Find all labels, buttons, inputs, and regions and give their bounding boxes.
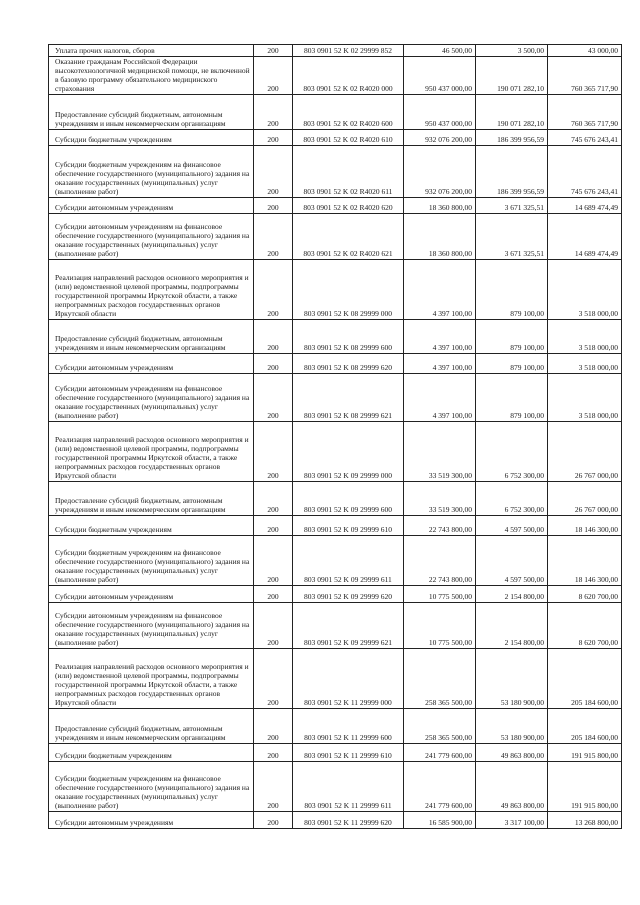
row-remaining-amount-cell: 191 915 800,00 [548,744,622,762]
row-approved-amount-cell: 950 437 000,00 [404,95,476,130]
row-name-cell: Субсидии автономным учреждениям [49,586,254,603]
row-code-cell: 200 [254,536,293,586]
row-executed-amount-cell: 3 317 100,00 [476,812,548,829]
row-approved-amount-cell: 18 360 800,00 [404,214,476,260]
row-kbk-cell: 803 0901 52 K 02 R4020 621 [293,214,404,260]
table-row [49,709,622,744]
row-kbk-cell: 803 0901 52 K 09 29999 610 [293,516,404,536]
row-name-cell: Субсидии автономным учреждениям на финансовое обеспечение государственного (муниципального) задания на оказание государственных (муниципальных) услуг (выполнение работ) [49,374,254,422]
row-code-cell: 200 [254,422,293,482]
table-row [49,260,622,320]
row-remaining-amount-cell: 3 518 000,00 [548,320,622,354]
row-executed-amount-cell: 879 100,00 [476,320,548,354]
row-kbk-cell: 803 0901 52 K 09 29999 621 [293,603,404,649]
row-remaining-amount-cell: 191 915 800,00 [548,762,622,812]
row-remaining-amount-cell: 14 689 474,49 [548,214,622,260]
row-name-cell: Субсидии бюджетным учреждениям [49,130,254,146]
row-executed-amount-cell: 4 597 500,00 [476,516,548,536]
row-executed-amount-cell: 6 752 300,00 [476,482,548,516]
row-name-cell: Субсидии бюджетным учреждениям на финансовое обеспечение государственного (муниципального) задания на оказание государственных (муниципальных) услуг (выполнение работ) [49,536,254,586]
table-row [49,374,622,422]
row-executed-amount-cell: 2 154 800,00 [476,586,548,603]
row-code-cell: 200 [254,374,293,422]
row-remaining-amount-cell: 745 676 243,41 [548,146,622,198]
table-row [49,45,622,57]
table-row [49,649,622,709]
row-code-cell: 200 [254,812,293,829]
row-kbk-cell: 803 0901 52 K 09 29999 620 [293,586,404,603]
row-approved-amount-cell: 932 076 200,00 [404,146,476,198]
row-code-cell: 200 [254,57,293,95]
row-approved-amount-cell: 258 365 500,00 [404,709,476,744]
row-name-cell: Субсидии автономным учреждениям [49,198,254,214]
row-approved-amount-cell: 4 397 100,00 [404,320,476,354]
row-code-cell: 200 [254,214,293,260]
row-executed-amount-cell: 3 671 325,51 [476,214,548,260]
table-row [49,130,622,146]
row-approved-amount-cell: 4 397 100,00 [404,354,476,374]
row-name-cell: Реализация направлений расходов основного мероприятия и (или) ведомственной целевой программы, подпрограммы государственной программы Иркутской области, а также непрограммных расходов государственных органов Иркутской области [49,260,254,320]
row-remaining-amount-cell: 205 184 600,00 [548,709,622,744]
row-executed-amount-cell: 53 180 900,00 [476,709,548,744]
row-name-cell: Субсидии автономным учреждениям на финансовое обеспечение государственного (муниципального) задания на оказание государственных (муниципальных) услуг (выполнение работ) [49,603,254,649]
row-remaining-amount-cell: 8 620 700,00 [548,603,622,649]
row-executed-amount-cell: 3 671 325,51 [476,198,548,214]
row-approved-amount-cell: 16 585 900,00 [404,812,476,829]
row-approved-amount-cell: 950 437 000,00 [404,57,476,95]
table-row [49,762,622,812]
row-kbk-cell: 803 0901 52 K 09 29999 611 [293,536,404,586]
row-executed-amount-cell: 186 399 956,59 [476,130,548,146]
row-kbk-cell: 803 0901 52 K 08 29999 621 [293,374,404,422]
row-remaining-amount-cell: 43 000,00 [548,45,622,57]
row-executed-amount-cell: 3 500,00 [476,45,548,57]
row-remaining-amount-cell: 18 146 300,00 [548,516,622,536]
row-remaining-amount-cell: 14 689 474,49 [548,198,622,214]
row-executed-amount-cell: 190 071 282,10 [476,57,548,95]
row-executed-amount-cell: 190 071 282,10 [476,95,548,130]
row-remaining-amount-cell: 3 518 000,00 [548,374,622,422]
row-kbk-cell: 803 0901 52 K 11 29999 610 [293,744,404,762]
table-row [49,146,622,198]
table-row [49,214,622,260]
row-name-cell: Субсидии бюджетным учреждениям [49,516,254,536]
row-name-cell: Предоставление субсидий бюджетным, автономным учреждениям и иным некоммерческим организациям [49,320,254,354]
row-executed-amount-cell: 6 752 300,00 [476,422,548,482]
row-kbk-cell: 803 0901 52 K 08 29999 000 [293,260,404,320]
row-code-cell: 200 [254,744,293,762]
row-kbk-cell: 803 0901 52 K 08 29999 600 [293,320,404,354]
row-approved-amount-cell: 932 076 200,00 [404,130,476,146]
row-code-cell: 200 [254,146,293,198]
row-kbk-cell: 803 0901 52 K 11 29999 620 [293,812,404,829]
row-approved-amount-cell: 18 360 800,00 [404,198,476,214]
row-name-cell: Предоставление субсидий бюджетным, автономным учреждениям и иным некоммерческим организациям [49,95,254,130]
row-code-cell: 200 [254,482,293,516]
row-kbk-cell: 803 0901 52 K 02 R4020 620 [293,198,404,214]
table-row [49,57,622,95]
budget-page [48,44,618,829]
budget-table-body [49,45,622,829]
row-name-cell: Субсидии автономным учреждениям [49,812,254,829]
row-code-cell: 200 [254,516,293,536]
row-kbk-cell: 803 0901 52 K 11 29999 000 [293,649,404,709]
row-remaining-amount-cell: 26 767 000,00 [548,482,622,516]
row-remaining-amount-cell: 745 676 243,41 [548,130,622,146]
row-name-cell: Субсидии бюджетным учреждениям на финансовое обеспечение государственного (муниципального) задания на оказание государственных (муниципальных) услуг (выполнение работ) [49,762,254,812]
row-kbk-cell: 803 0901 52 K 02 29999 852 [293,45,404,57]
row-executed-amount-cell: 186 399 956,59 [476,146,548,198]
row-approved-amount-cell: 241 779 600,00 [404,744,476,762]
row-kbk-cell: 803 0901 52 K 09 29999 600 [293,482,404,516]
row-remaining-amount-cell: 760 365 717,90 [548,57,622,95]
row-name-cell: Субсидии бюджетным учреждениям на финансовое обеспечение государственного (муниципального) задания на оказание государственных (муниципальных) услуг (выполнение работ) [49,146,254,198]
row-remaining-amount-cell: 3 518 000,00 [548,354,622,374]
row-code-cell: 200 [254,260,293,320]
row-name-cell: Субсидии бюджетным учреждениям [49,744,254,762]
row-remaining-amount-cell: 8 620 700,00 [548,586,622,603]
row-approved-amount-cell: 241 779 600,00 [404,762,476,812]
row-code-cell: 200 [254,130,293,146]
table-row [49,198,622,214]
row-code-cell: 200 [254,198,293,214]
row-name-cell: Оказание гражданам Российской Федерации высокотехнологичной медицинской помощи, не включенной в базовую программу обязательного медицинского страхования [49,57,254,95]
table-row [49,354,622,374]
row-executed-amount-cell: 49 863 800,00 [476,744,548,762]
row-approved-amount-cell: 22 743 800,00 [404,516,476,536]
row-approved-amount-cell: 258 365 500,00 [404,649,476,709]
row-remaining-amount-cell: 13 268 800,00 [548,812,622,829]
row-name-cell: Уплата прочих налогов, сборов [49,45,254,57]
table-row [49,812,622,829]
table-row [49,482,622,516]
row-approved-amount-cell: 33 519 300,00 [404,482,476,516]
row-remaining-amount-cell: 3 518 000,00 [548,260,622,320]
row-kbk-cell: 803 0901 52 K 02 R4020 000 [293,57,404,95]
row-code-cell: 200 [254,45,293,57]
row-code-cell: 200 [254,603,293,649]
row-name-cell: Предоставление субсидий бюджетным, автономным учреждениям и иным некоммерческим организациям [49,482,254,516]
table-row [49,603,622,649]
row-remaining-amount-cell: 18 146 300,00 [548,536,622,586]
table-row [49,744,622,762]
row-executed-amount-cell: 879 100,00 [476,374,548,422]
row-name-cell: Субсидии автономным учреждениям на финансовое обеспечение государственного (муниципального) задания на оказание государственных (муниципальных) услуг (выполнение работ) [49,214,254,260]
row-name-cell: Реализация направлений расходов основного мероприятия и (или) ведомственной целевой программы, подпрограммы государственной программы Иркутской области, а также непрограммных расходов государственных органов Иркутской области [49,649,254,709]
table-row [49,422,622,482]
row-approved-amount-cell: 4 397 100,00 [404,374,476,422]
row-executed-amount-cell: 2 154 800,00 [476,603,548,649]
row-executed-amount-cell: 4 597 500,00 [476,536,548,586]
row-name-cell: Субсидии автономным учреждениям [49,354,254,374]
row-code-cell: 200 [254,95,293,130]
row-approved-amount-cell: 22 743 800,00 [404,536,476,586]
row-code-cell: 200 [254,649,293,709]
row-code-cell: 200 [254,354,293,374]
row-approved-amount-cell: 10 775 500,00 [404,586,476,603]
row-name-cell: Предоставление субсидий бюджетным, автономным учреждениям и иным некоммерческим организациям [49,709,254,744]
row-code-cell: 200 [254,586,293,603]
table-row [49,95,622,130]
row-kbk-cell: 803 0901 52 K 09 29999 000 [293,422,404,482]
row-kbk-cell: 803 0901 52 K 11 29999 600 [293,709,404,744]
row-remaining-amount-cell: 26 767 000,00 [548,422,622,482]
row-executed-amount-cell: 53 180 900,00 [476,649,548,709]
row-remaining-amount-cell: 205 184 600,00 [548,649,622,709]
row-executed-amount-cell: 879 100,00 [476,354,548,374]
row-approved-amount-cell: 46 500,00 [404,45,476,57]
table-row [49,586,622,603]
row-approved-amount-cell: 10 775 500,00 [404,603,476,649]
table-row [49,320,622,354]
table-row [49,536,622,586]
row-approved-amount-cell: 33 519 300,00 [404,422,476,482]
budget-table [48,44,622,829]
row-kbk-cell: 803 0901 52 K 02 R4020 611 [293,146,404,198]
row-code-cell: 200 [254,762,293,812]
row-kbk-cell: 803 0901 52 K 08 29999 620 [293,354,404,374]
row-executed-amount-cell: 879 100,00 [476,260,548,320]
row-code-cell: 200 [254,709,293,744]
row-code-cell: 200 [254,320,293,354]
row-approved-amount-cell: 4 397 100,00 [404,260,476,320]
row-name-cell: Реализация направлений расходов основного мероприятия и (или) ведомственной целевой программы, подпрограммы государственной программы Иркутской области, а также непрограммных расходов государственных органов Иркутской области [49,422,254,482]
row-kbk-cell: 803 0901 52 K 02 R4020 600 [293,95,404,130]
row-kbk-cell: 803 0901 52 K 02 R4020 610 [293,130,404,146]
row-remaining-amount-cell: 760 365 717,90 [548,95,622,130]
row-executed-amount-cell: 49 863 800,00 [476,762,548,812]
row-kbk-cell: 803 0901 52 K 11 29999 611 [293,762,404,812]
table-row [49,516,622,536]
